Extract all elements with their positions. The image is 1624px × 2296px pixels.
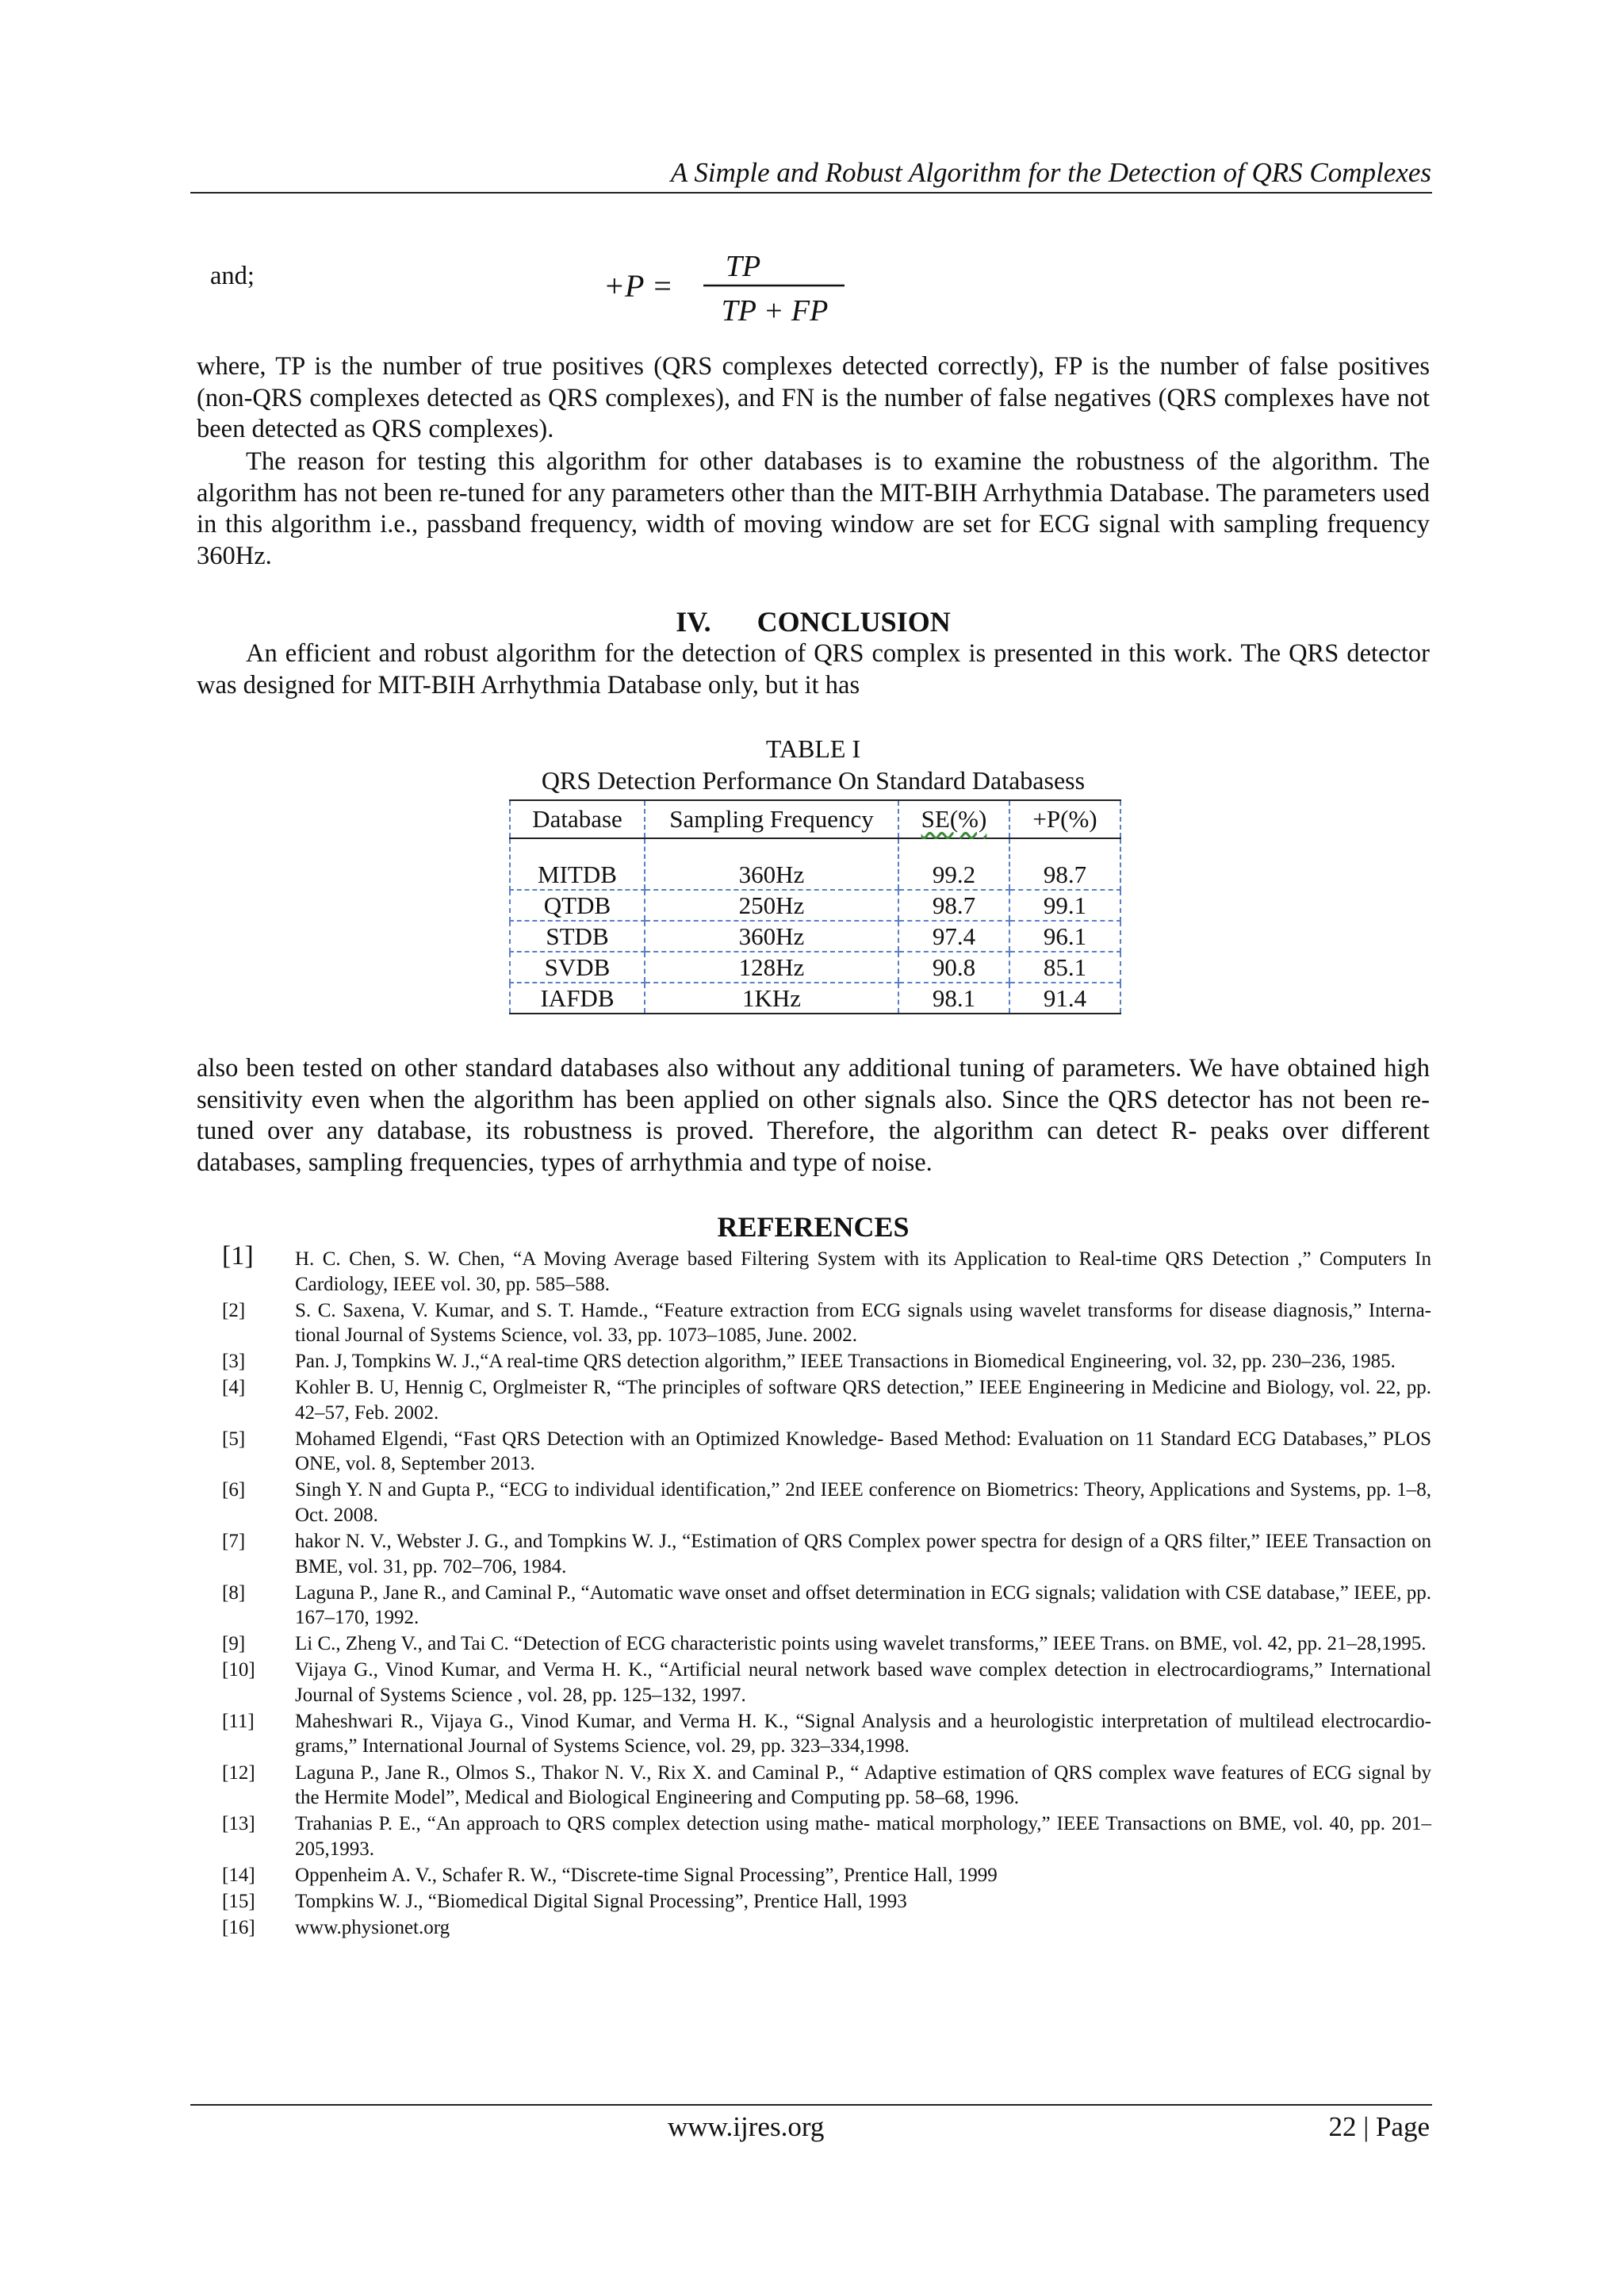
cell-frequency: 360Hz xyxy=(645,838,898,890)
reference-number: [4] xyxy=(222,1377,246,1399)
reference-number: [9] xyxy=(222,1633,246,1655)
reference-number: [14] xyxy=(222,1864,255,1886)
table-row xyxy=(510,838,1120,890)
header-plus-p: +P(%) xyxy=(1009,800,1120,838)
reference-item xyxy=(222,1241,1431,1297)
formula-lhs: +P = xyxy=(603,268,673,304)
table-caption: QRS Detection Performance On Standard Databasess xyxy=(541,766,1086,795)
reference-text: Laguna P., Jane R., and Caminal P., “Automatic wave onset and offset determination in ECG signals; validation with CSE database,” IEEE, pp. 167–170, 1992. xyxy=(295,1581,1431,1629)
reference-number: [13] xyxy=(222,1813,255,1835)
reference-item xyxy=(222,1863,1431,1888)
reference-text: Vijaya G., Vinod Kumar, and Verma H. K., “Artificial neural network based wave complex detection in electrocardiograms,” International Journal of Systems Science , vol. 28, pp. 125–132, 1997. xyxy=(295,1659,1431,1706)
reference-text: Trahanias P. E., “An approach to QRS complex detection using mathe- matical morphology,” IEEE Transactions on BME, vol. 40, pp. 201–205,1993. xyxy=(295,1813,1431,1860)
cell-plus-p: 98.7 xyxy=(1009,838,1120,890)
header-sampling-frequency: Sampling Frequency xyxy=(645,800,898,838)
reference-text: Mohamed Elgendi, “Fast QRS Detection with an Optimized Knowledge- Based Method: Evaluation on 11 Standard ECG Databases,” PLOS ONE, vol. 8, September 2013. xyxy=(295,1428,1431,1475)
cell-se: 98.1 xyxy=(898,983,1009,1014)
reference-item xyxy=(222,1811,1431,1861)
reference-number: [5] xyxy=(222,1428,246,1450)
reference-number: [12] xyxy=(222,1761,255,1784)
reference-number: [15] xyxy=(222,1890,255,1912)
reference-text: www.physionet.org xyxy=(295,1916,450,1938)
table-row xyxy=(510,890,1120,921)
formula-numerator: TP xyxy=(725,250,761,283)
table-row xyxy=(510,952,1120,983)
footer-rule xyxy=(190,2104,1432,2106)
reference-number: [2] xyxy=(222,1299,246,1321)
precision-formula xyxy=(599,247,852,335)
definitions-paragraph: where, TP is the number of true positives (QRS complexes detected correctly), FP is the number of false positives (non-QRS complexes detected as QRS complexes), and FN is the number of false negatives (QRS complexes have not been detected as QRS complexes). xyxy=(197,352,1430,443)
header-database: Database xyxy=(510,800,645,838)
formula-lead-in: and; xyxy=(210,262,255,290)
reference-number: [1] xyxy=(222,1241,254,1271)
section-number: IV. xyxy=(676,606,711,638)
reference-number: [11] xyxy=(222,1710,255,1732)
reference-text: S. C. Saxena, V. Kumar, and S. T. Hamde., “Feature extraction from ECG signals using wavelet transforms for disease diagnosis,” Interna- tional Journal of Systems Science, vol. 33, pp. 1073–1085, June. 2002. xyxy=(295,1299,1431,1347)
reference-item xyxy=(222,1709,1431,1759)
formula-denominator: TP + FP xyxy=(721,294,829,328)
reference-number: [10] xyxy=(222,1659,255,1681)
reference-item xyxy=(222,1631,1431,1657)
reference-item xyxy=(222,1889,1431,1915)
cell-se: 98.7 xyxy=(898,890,1009,921)
cell-database: MITDB xyxy=(510,838,645,890)
table-header-row xyxy=(510,800,1120,838)
footer-url: www.ijres.org xyxy=(668,2111,825,2142)
reference-item xyxy=(222,1349,1431,1374)
cell-frequency: 1KHz xyxy=(645,983,898,1014)
cell-se: 90.8 xyxy=(898,952,1009,983)
reference-item xyxy=(222,1658,1431,1708)
reference-text: Laguna P., Jane R., Olmos S., Thakor N. V., Rix X. and Caminal P., “ Adaptive estimation of QRS complex wave features of ECG signal by the Hermite Model”, Medical and Biological Engineering and Computing pp. 58–68, 1996. xyxy=(295,1761,1431,1809)
footer-page-number: 22 | Page xyxy=(1328,2111,1430,2142)
reference-text: H. C. Chen, S. W. Chen, “A Moving Average based Filtering System with its Application to Real-time QRS Detection ,” Computers In Cardiology, IEEE vol. 30, pp. 585–588. xyxy=(295,1248,1431,1295)
conclusion-paragraph-2: also been tested on other standard databases also without any additional tuning of parameters. We have obtained high sensitivity even when the algorithm has been applied on other signals also. Since the QRS detector has not been re- tuned over any database, its robustness is proved. Therefore, the algorithm can detect R- peaks over different databases, sampling frequencies, types of arrhythmia and type of noise. xyxy=(197,1054,1430,1177)
reference-number: [8] xyxy=(222,1581,246,1604)
reference-item xyxy=(222,1915,1431,1941)
reference-number: [7] xyxy=(222,1531,246,1553)
cell-plus-p: 91.4 xyxy=(1009,983,1120,1014)
reference-text: Tompkins W. J., “Biomedical Digital Signal Processing”, Prentice Hall, 1993 xyxy=(295,1890,907,1912)
table-label: TABLE I xyxy=(765,734,861,763)
reference-text: Singh Y. N and Gupta P., “ECG to individual identification,” 2nd IEEE conference on Biometrics: Theory, Applications and Systems, pp. 1–8, Oct. 2008. xyxy=(295,1479,1431,1526)
cell-se: 97.4 xyxy=(898,921,1009,952)
section-title: CONCLUSION xyxy=(756,606,951,638)
reference-number: [16] xyxy=(222,1916,255,1938)
reference-item xyxy=(222,1761,1431,1811)
cell-plus-p: 85.1 xyxy=(1009,952,1120,983)
cell-database: SVDB xyxy=(510,952,645,983)
cell-plus-p: 99.1 xyxy=(1009,890,1120,921)
reference-item xyxy=(222,1298,1431,1348)
performance-table xyxy=(509,799,1121,1014)
reference-text: hakor N. V., Webster J. G., and Tompkins W. J., “Estimation of QRS Complex power spectra for design of a QRS filter,” IEEE Transaction on BME, vol. 31, pp. 702–706, 1984. xyxy=(295,1531,1431,1577)
reference-number: [6] xyxy=(222,1479,246,1501)
reference-item xyxy=(222,1529,1431,1579)
references-heading: REFERENCES xyxy=(717,1211,910,1243)
cell-frequency: 360Hz xyxy=(645,921,898,952)
reference-number: [3] xyxy=(222,1351,246,1373)
table-row xyxy=(510,921,1120,952)
header-rule xyxy=(190,192,1432,194)
cell-frequency: 250Hz xyxy=(645,890,898,921)
running-header: A Simple and Robust Algorithm for the Detection of QRS Complexes xyxy=(670,157,1431,188)
reference-item xyxy=(222,1478,1431,1527)
reference-text: Oppenheim A. V., Schafer R. W., “Discrete-time Signal Processing”, Prentice Hall, 1999 xyxy=(295,1864,998,1886)
cell-database: IAFDB xyxy=(510,983,645,1014)
cell-plus-p: 96.1 xyxy=(1009,921,1120,952)
reference-item xyxy=(222,1427,1431,1477)
table-row xyxy=(510,983,1120,1014)
reference-text: Maheshwari R., Vijaya G., Vinod Kumar, and Verma H. K., “Signal Analysis and a heurologistic interpretation of multilead electrocardio- grams,” International Journal of Systems Science, vol. 29, pp. 323–334,1998. xyxy=(295,1710,1431,1757)
reference-item xyxy=(222,1375,1431,1425)
reference-text: Li C., Zheng V., and Tai C. “Detection of ECG characteristic points using wavelet transforms,” IEEE Trans. on BME, vol. 42, pp. 21–28,1995. xyxy=(295,1633,1427,1655)
reference-text: Pan. J, Tompkins W. J.,“A real-time QRS detection algorithm,” IEEE Transactions in Biomedical Engineering, vol. 32, pp. 230–236, 1985. xyxy=(295,1351,1396,1373)
reference-text: Kohler B. U, Hennig C, Orglmeister R, “The principles of software QRS detection,” IEEE Engineering in Medicine and Biology, vol. 22, pp. 42–57, Feb. 2002. xyxy=(295,1377,1431,1424)
reference-item xyxy=(222,1581,1431,1631)
cell-database: QTDB xyxy=(510,890,645,921)
conclusion-paragraph-1: An efficient and robust algorithm for the detection of QRS complex is presented in this work. The QRS detector was designed for MIT-BIH Arrhythmia Database only, but it has xyxy=(197,639,1430,700)
cell-database: STDB xyxy=(510,921,645,952)
cell-frequency: 128Hz xyxy=(645,952,898,983)
header-se: SE(%) xyxy=(898,800,1009,838)
section-heading xyxy=(197,604,1430,639)
cell-se: 99.2 xyxy=(898,838,1009,890)
robustness-paragraph: The reason for testing this algorithm for other databases is to examine the robustness of the algorithm. The algorithm has not been re-tuned for any parameters other than the MIT-BIH Arrhythmia Database. The parameters used in this algorithm i.e., passband frequency, width of moving window are set for ECG signal with sampling frequency 360Hz. xyxy=(197,447,1430,570)
reference-list xyxy=(222,1241,1431,1941)
